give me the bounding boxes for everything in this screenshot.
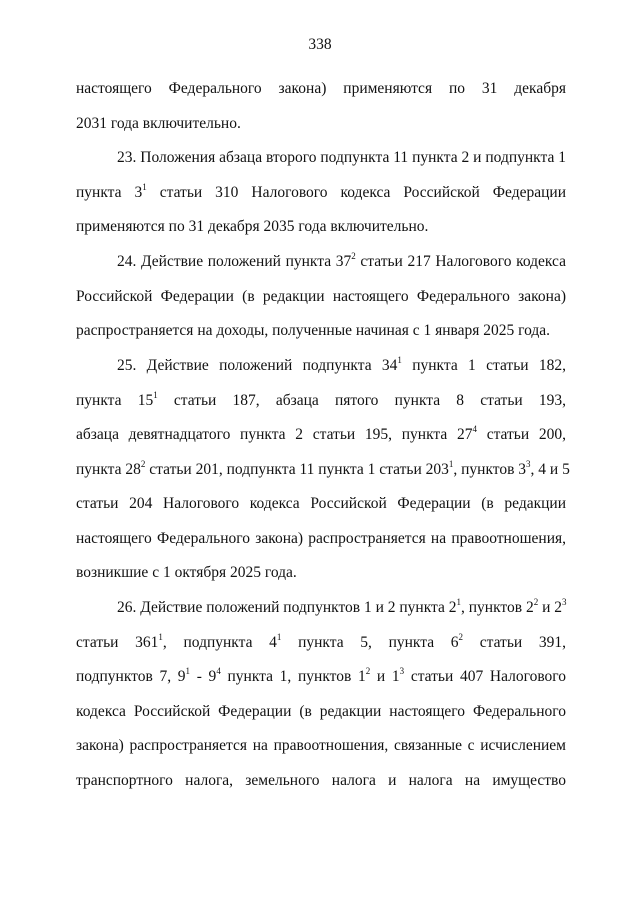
text-line: закона) распространяется на правоотношения, связанные с исчислением [76,737,566,754]
text-line: настоящего Федерального закона) распространяется на правоотношения, [76,530,566,547]
paragraph-26-start: 26. Действие положений подпунктов 1 и 2 пункта $2^1$, пунктов $2^2$ и $2^3$ [117,596,567,616]
text-line: 2031 года включительно. [76,115,241,132]
page-number: 338 [308,36,332,53]
text-line: распространяется на доходы, полученные начиная с 1 января 2025 года. [76,322,551,339]
text-line: абзаца девятнадцатого пункта 2 статьи 195, пункта $27^4$ статьи 200, [76,423,567,443]
paragraph-24-start: 24. Действие положений пункта $37^2$ статьи 217 Налогового кодекса [117,250,566,270]
text-line: Российской Федерации (в редакции настоящего Федерального закона) [76,288,566,305]
text-line: пункта $15^1$ статьи 187, абзаца пятого пункта 8 статьи 193, [76,389,566,409]
text-line: возникшие с 1 октября 2025 года. [76,564,297,581]
text-line: статьи $361^1$, подпункта $4^1$ пункта 5, пункта $6^2$ статьи 391, [76,631,566,651]
text-line: статьи 204 Налогового кодекса Российской Федерации (в редакции [76,495,566,512]
text-line: применяются по 31 декабря 2035 года включительно. [76,218,429,235]
text-line: пункта $28^2$ статьи 201, подпункта 11 пункта 1 статьи $203^1$, пунктов $3^3$, 4 и 5 [76,458,570,478]
text-line: транспортного налога, земельного налога и налога на имущество [76,772,566,789]
paragraph-25-start: 25. Действие положений подпункта $34^1$ пункта 1 статьи 182, [117,354,566,374]
text-line: настоящего Федерального закона) применяются по 31 декабря [76,80,566,97]
text-line: подпунктов 7, $9^1 - 9^4$ пункта 1, пунктов $1^2$ и $1^3$ статьи 407 Налогового [76,665,567,685]
paragraph-23-start: 23. Положения абзаца второго подпункта 11 пункта 2 и подпункта 1 [117,149,566,166]
text-line: пункта $3^1$ статьи 310 Налогового кодекса Российской Федерации [76,181,566,201]
text-line: кодекса Российской Федерации (в редакции настоящего Федерального [76,703,566,720]
